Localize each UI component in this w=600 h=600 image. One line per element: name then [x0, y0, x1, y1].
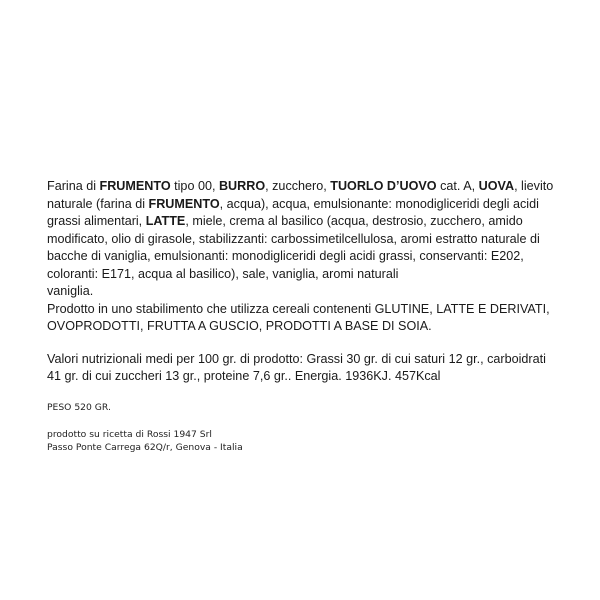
allergen-frumento: FRUMENTO	[99, 179, 171, 193]
ingredients-segment: , zucchero,	[265, 179, 331, 193]
producer-info	[47, 428, 557, 454]
net-weight: PESO 520 GR.	[47, 401, 111, 413]
product-label	[47, 178, 557, 454]
ingredients-segment: vaniglia.	[47, 284, 94, 298]
ingredients-segment: , lievito naturale (farina di	[47, 179, 554, 211]
allergen-warning: Prodotto in uno stabilimento che utilizza cereali contenenti GLUTINE, LATTE E DERIVATI, OVOPRODOTTI, FRUTTA A GUSCIO, PRODOTTI A BASE DI SOIA.	[47, 301, 550, 333]
allergen-uova: UOVA	[478, 179, 515, 193]
allergen-frumento: FRUMENTO	[148, 196, 220, 211]
ingredients-segment: , acqua), acqua, emulsionante: monodigliceridi degli acidi grassi alimentari,	[47, 196, 539, 228]
allergen-burro: BURRO	[218, 179, 266, 193]
ingredients-segment: tipo 00,	[170, 179, 219, 193]
producer-address: Passo Ponte Carrega 62Q/r, Genova - Italia	[47, 441, 243, 453]
ingredients-segment: cat. A,	[436, 179, 479, 193]
ingredients-segment: , miele, crema al basilico (acqua, destrosio, zucchero, amido modificato, olio di girasole, stabilizzanti: carbossimetilcellulosa, aromi estratto naturale di bacche di vaniglia, emulsionanti: monodigliceridi degli acidi grassi, conservanti: E202, coloranti: E171, acqua al basilico), sale, vaniglia, aromi naturali	[47, 214, 540, 281]
nutrition-facts: Valori nutrizionali medi per 100 gr. di prodotto: Grassi 30 gr. di cui saturi 12 gr., carboidrati 41 gr. di cui zuccheri 13 gr., proteine 7,6 gr.. Energia. 1936KJ. 457Kcal	[47, 351, 546, 383]
producer-line: prodotto su ricetta di Rossi 1947 Srl	[47, 428, 212, 440]
allergen-latte: LATTE	[145, 214, 186, 228]
ingredients-text	[47, 178, 557, 336]
ingredients-segment: Farina di	[47, 179, 100, 193]
allergen-tuorlo: TUORLO D’UOVO	[330, 179, 437, 193]
